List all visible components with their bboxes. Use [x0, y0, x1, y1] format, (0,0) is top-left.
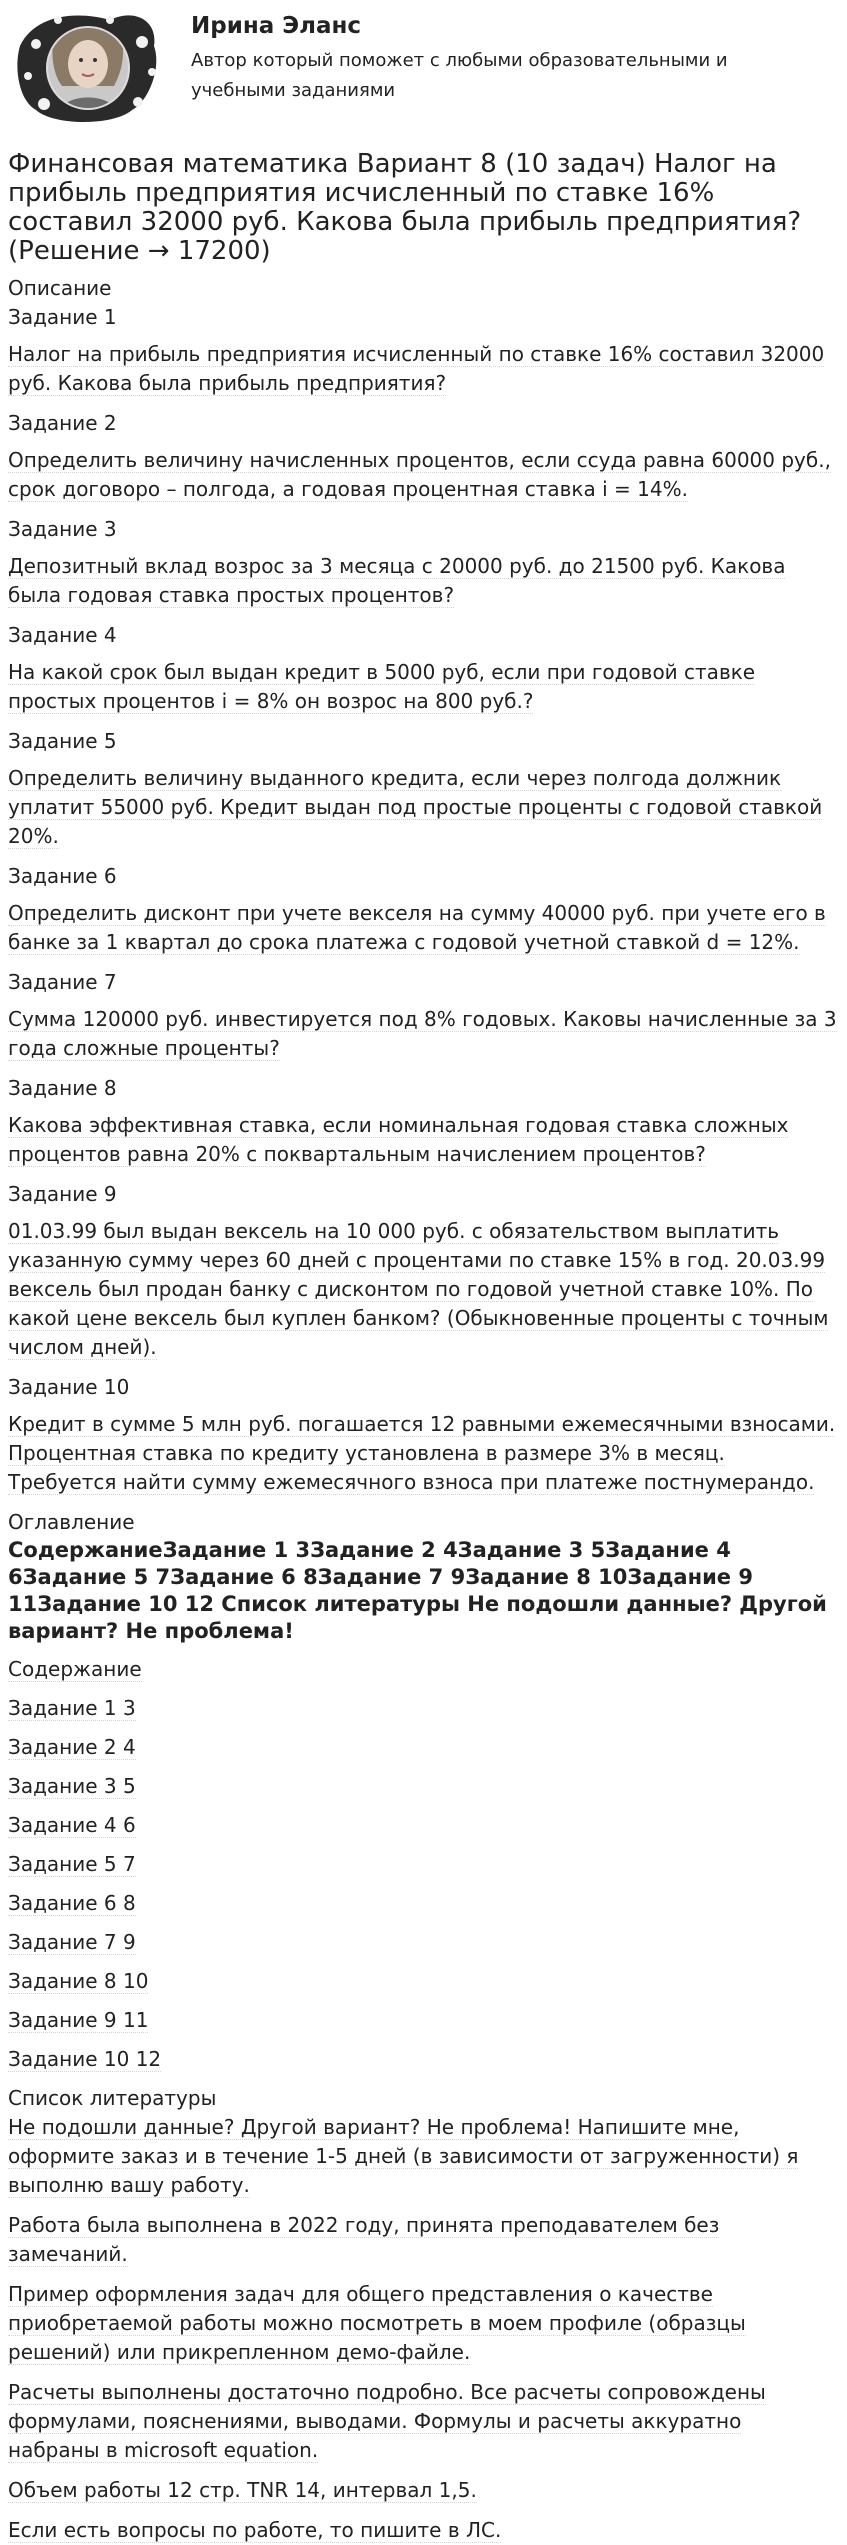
task-text: 01.03.99 был выдан вексель на 10 000 руб. с обязательством выплатить указанную сумму через 60 дней с процентами по ставке 15% в год. 20.03.99 вексель был продан банку с дисконтом по годовой учетной ставке 10%. По какой цене вексель был куплен банком? (Обыкновенные проценты с точным числом дней).: [8, 1219, 829, 1359]
toc-item: Задание 9 11: [8, 2008, 149, 2032]
toc-item: Задание 1 3: [8, 1696, 136, 1720]
closing-paragraph: Пример оформления задач для общего представления о качестве приобретаемой работы можно посмотреть в моем профиле (образцы решений) или прикрепленном демо-файле.: [8, 2282, 746, 2364]
task-text: Сумма 120000 руб. инвестируется под 8% годовых. Каковы начисленные за 3 года сложные проценты?: [8, 1007, 837, 1060]
description-label: Описание: [8, 276, 112, 300]
closing-paragraph: Расчеты выполнены достаточно подробно. Все расчеты сопровождены формулами, пояснениями, выводами. Формулы и расчеты аккуратно набраны в microsoft equation.: [8, 2380, 766, 2462]
toc-list: [8, 1655, 839, 2074]
task-title: Задание 10: [8, 1375, 130, 1399]
page-title: Финансовая математика Вариант 8 (10 задач) Налог на прибыль предприятия исчисленный по ставке 16% составил 32000 руб. Какова была прибыль предприятия? (Решение → 17200): [8, 149, 802, 266]
toc-item: Задание 6 8: [8, 1891, 136, 1915]
author-avatar[interactable]: [14, 6, 162, 126]
toc-item: Задание 10 12: [8, 2047, 162, 2071]
task-title: Задание 8: [8, 1076, 117, 1100]
task-list: [8, 303, 839, 1497]
task-text: Определить величину начисленных процентов, если ссуда равна 60000 руб., срок договоро – полгода, а годовая процентная ставка i = 14%.: [8, 448, 831, 501]
task-text: Какова эффективная ставка, если номинальная годовая ставка сложных процентов равна 20% с поквартальным начислением процентов?: [8, 1113, 789, 1166]
toc-bold-summary: СодержаниеЗадание 1 3Задание 2 4Задание 3 5Задание 4 6Задание 5 7Задание 6 8Задание 7 9Задание 8 10Задание 9 11Задание 10 12 Список литературы Не подошли данные? Другой вариант? Не проблема!: [8, 1538, 827, 1643]
toc-item: Задание 3 5: [8, 1774, 136, 1798]
task-item: [8, 621, 839, 716]
task-text: Определить дисконт при учете векселя на сумму 40000 руб. при учете его в банке за 1 квартал до срока платежа с годовой учетной ставкой d = 12%.: [8, 901, 826, 954]
task-title: Задание 5: [8, 729, 117, 753]
closing-paragraph: Не подошли данные? Другой вариант? Не проблема! Напишите мне, оформите заказ и в течение 1-5 дней (в зависимости от загруженности) я выполню вашу работу.: [8, 2115, 799, 2197]
task-item: [8, 968, 839, 1063]
task-title: Задание 2: [8, 411, 117, 435]
task-item: [8, 515, 839, 610]
task-item: [8, 862, 839, 957]
toc-label: Оглавление: [8, 1510, 135, 1534]
closing-paragraph: Работа была выполнена в 2022 году, принята преподавателем без замечаний.: [8, 2213, 720, 2266]
task-text: Налог на прибыль предприятия исчисленный по ставке 16% составил 32000 руб. Какова была прибыль предприятия?: [8, 342, 825, 395]
toc-item: Задание 4 6: [8, 1813, 136, 1837]
task-item: [8, 1180, 839, 1362]
task-item: [8, 727, 839, 851]
toc-item: Содержание: [8, 1657, 142, 1681]
task-title: Задание 6: [8, 864, 117, 888]
task-title: Задание 4: [8, 623, 117, 647]
author-block: [8, 0, 839, 128]
task-title: Задание 1: [8, 305, 117, 329]
task-title: Задание 9: [8, 1182, 117, 1206]
author-description: Автор который поможет с любыми образовательными и учебными заданиями: [191, 50, 728, 101]
task-item: [8, 1373, 839, 1497]
task-title: Задание 3: [8, 517, 117, 541]
task-text: Кредит в сумме 5 млн руб. погашается 12 равными ежемесячными взносами. Процентная ставка по кредиту установлена в размере 3% в месяц. Требуется найти сумму ежемесячного взноса при платеже постнумерандо.: [8, 1412, 836, 1494]
task-item: [8, 303, 839, 398]
task-text: Определить величину выданного кредита, если через полгода должник уплатит 55000 руб. Кредит выдан под простые проценты с годовой ставкой 20%.: [8, 766, 823, 848]
closing-paragraph: Объем работы 12 стр. TNR 14, интервал 1,5.: [8, 2478, 477, 2502]
closing-section: [8, 2113, 839, 2545]
task-text: На какой срок был выдан кредит в 5000 руб, если при годовой ставке простых процентов i = 8% он возрос на 800 руб.?: [8, 660, 756, 713]
toc-item: Задание 2 4: [8, 1735, 136, 1759]
toc-item: Задание 7 9: [8, 1930, 136, 1954]
references-label: Список литературы: [8, 2086, 217, 2110]
closing-paragraph: Если есть вопросы по работе, то пишите в ЛС.: [8, 2518, 502, 2542]
task-item: [8, 1074, 839, 1169]
toc-item: Задание 8 10: [8, 1969, 149, 1993]
author-name[interactable]: Ирина Эланс: [191, 13, 362, 39]
task-title: Задание 7: [8, 970, 117, 994]
task-text: Депозитный вклад возрос за 3 месяца с 20000 руб. до 21500 руб. Какова была годовая ставка простых процентов?: [8, 554, 786, 607]
task-item: [8, 409, 839, 504]
toc-item: Задание 5 7: [8, 1852, 136, 1876]
